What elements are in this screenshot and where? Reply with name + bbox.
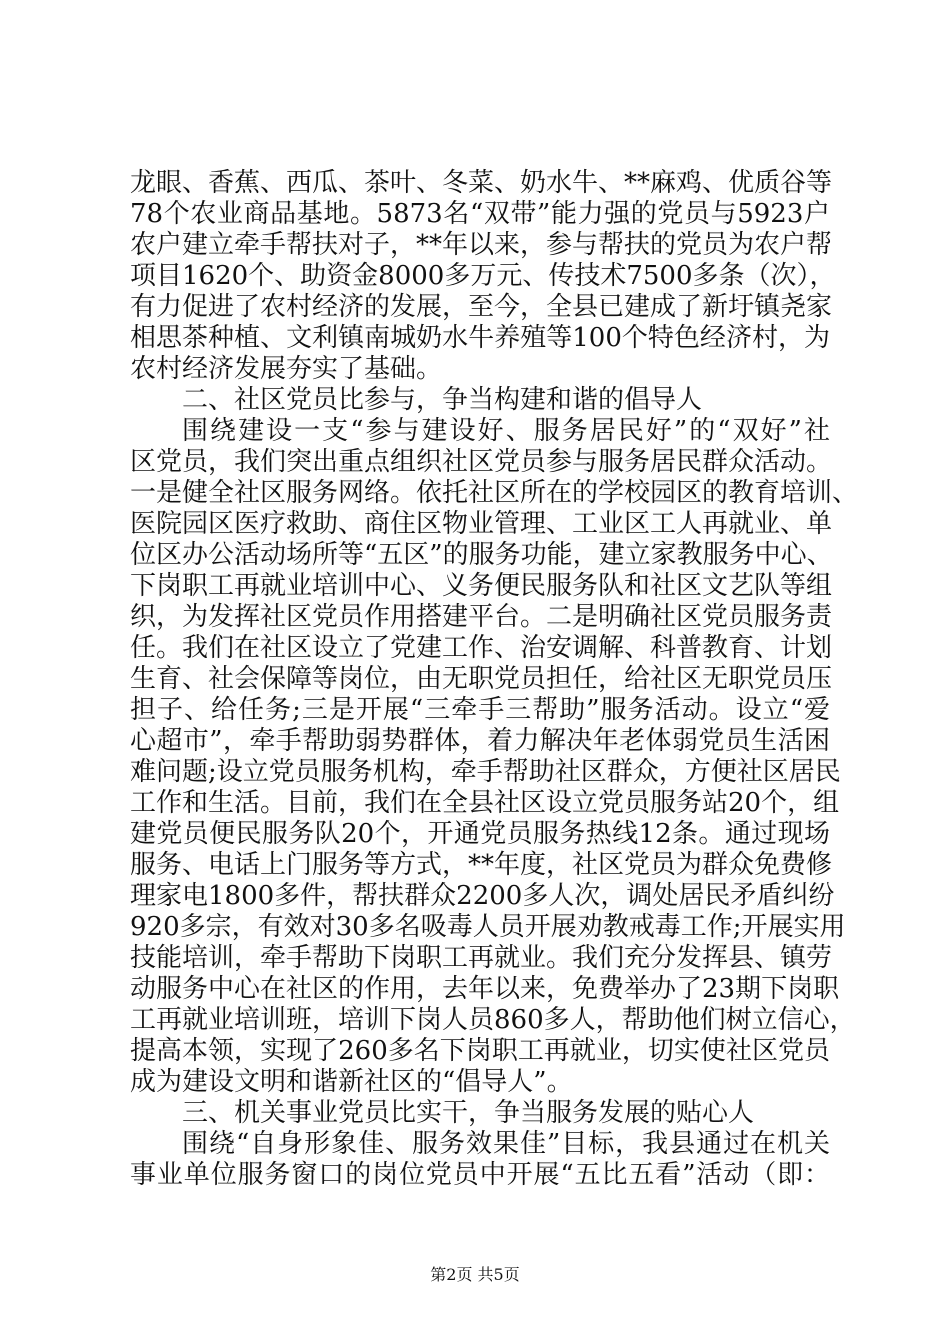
text-line: 项目1620个、助资金8000多万元、传技术7500多条（次）， — [130, 261, 836, 291]
text-line: 龙眼、香蕉、西瓜、茶叶、冬菜、奶水牛、**麻鸡、优质谷等 — [130, 168, 833, 198]
text-line: 下岗职工再就业培训中心、义务便民服务队和社区文艺队等组 — [130, 571, 833, 601]
text-line: 织，为发挥社区党员作用搭建平台。二是明确社区党员服务责 — [130, 602, 833, 632]
text-line: 服务、电话上门服务等方式，**年度，社区党员为群众免费修 — [130, 850, 833, 880]
text-line: 工作和生活。目前，我们在全县社区设立党员服务站20个，组 — [130, 788, 840, 818]
text-line: 区党员，我们突出重点组织社区党员参与服务居民群众活动。 — [130, 447, 833, 477]
text-line: 理家电1800多件，帮扶群众2200多人次，调处居民矛盾纠纷 — [130, 881, 835, 911]
text-line: 有力促进了农村经济的发展，至今，全县已建成了新圩镇尧家 — [130, 292, 833, 322]
text-line: 农户建立牵手帮扶对子，**年以来，参与帮扶的党员为农户帮 — [130, 230, 833, 260]
text-line: 心超市”，牵手帮助弱势群体，着力解决年老体弱党员生活困 — [130, 726, 830, 756]
text-line: 难问题;设立党员服务机构，牵手帮助社区群众，方便社区居民 — [130, 757, 841, 787]
document-body — [130, 168, 859, 1191]
text-line: 农村经济发展夯实了基础。 — [130, 354, 443, 384]
text-line: 一是健全社区服务网络。依托社区所在的学校园区的教育培训、 — [130, 478, 859, 508]
text-line: 技能培训，牵手帮助下岗职工再就业。我们充分发挥县、镇劳 — [130, 943, 833, 973]
page-footer: 第2页 共5页 — [430, 1265, 520, 1284]
text-line: 动服务中心在社区的作用，去年以来，免费举办了23期下岗职 — [130, 974, 840, 1004]
text-line: 担子、给任务;三是开展“三牵手三帮助”服务活动。设立“爱 — [130, 695, 830, 725]
text-line: 提高本领，实现了260多名下岗职工再就业，切实使社区党员 — [130, 1036, 830, 1066]
text-line: 相思茶种植、文利镇南城奶水牛养殖等100个特色经济村，为 — [130, 323, 830, 353]
text-line: 920多宗，有效对30多名吸毒人员开展劝教戒毒工作;开展实用 — [130, 912, 846, 942]
text-line: 事业单位服务窗口的岗位党员中开展“五比五看”活动（即： — [130, 1160, 830, 1190]
text-line: 工再就业培训班，培训下岗人员860多人，帮助他们树立信心， — [130, 1005, 856, 1035]
text-line: 78个农业商品基地。5873名“双带”能力强的党员与5923户 — [130, 199, 830, 229]
text-line: 位区办公活动场所等“五区”的服务功能，建立家教服务中心、 — [130, 540, 833, 570]
text-line: 生育、社会保障等岗位，由无职党员担任，给社区无职党员压 — [130, 664, 833, 694]
text-line: 成为建设文明和谐新社区的“倡导人”。 — [130, 1067, 573, 1097]
text-line: 二、社区党员比参与，争当构建和谐的倡导人 — [182, 385, 703, 415]
text-line: 围绕建设一支“参与建设好、服务居民好”的“双好”社 — [182, 416, 830, 446]
text-line: 围绕“自身形象佳、服务效果佳”目标，我县通过在机关 — [182, 1129, 830, 1159]
text-line: 建党员便民服务队20个，开通党员服务热线12条。通过现场 — [130, 819, 830, 849]
text-line: 三、机关事业党员比实干，争当服务发展的贴心人 — [182, 1098, 755, 1128]
text-line: 任。我们在社区设立了党建工作、治安调解、科普教育、计划 — [130, 633, 833, 663]
text-line: 医院园区医疗救助、商住区物业管理、工业区工人再就业、单 — [130, 509, 833, 539]
